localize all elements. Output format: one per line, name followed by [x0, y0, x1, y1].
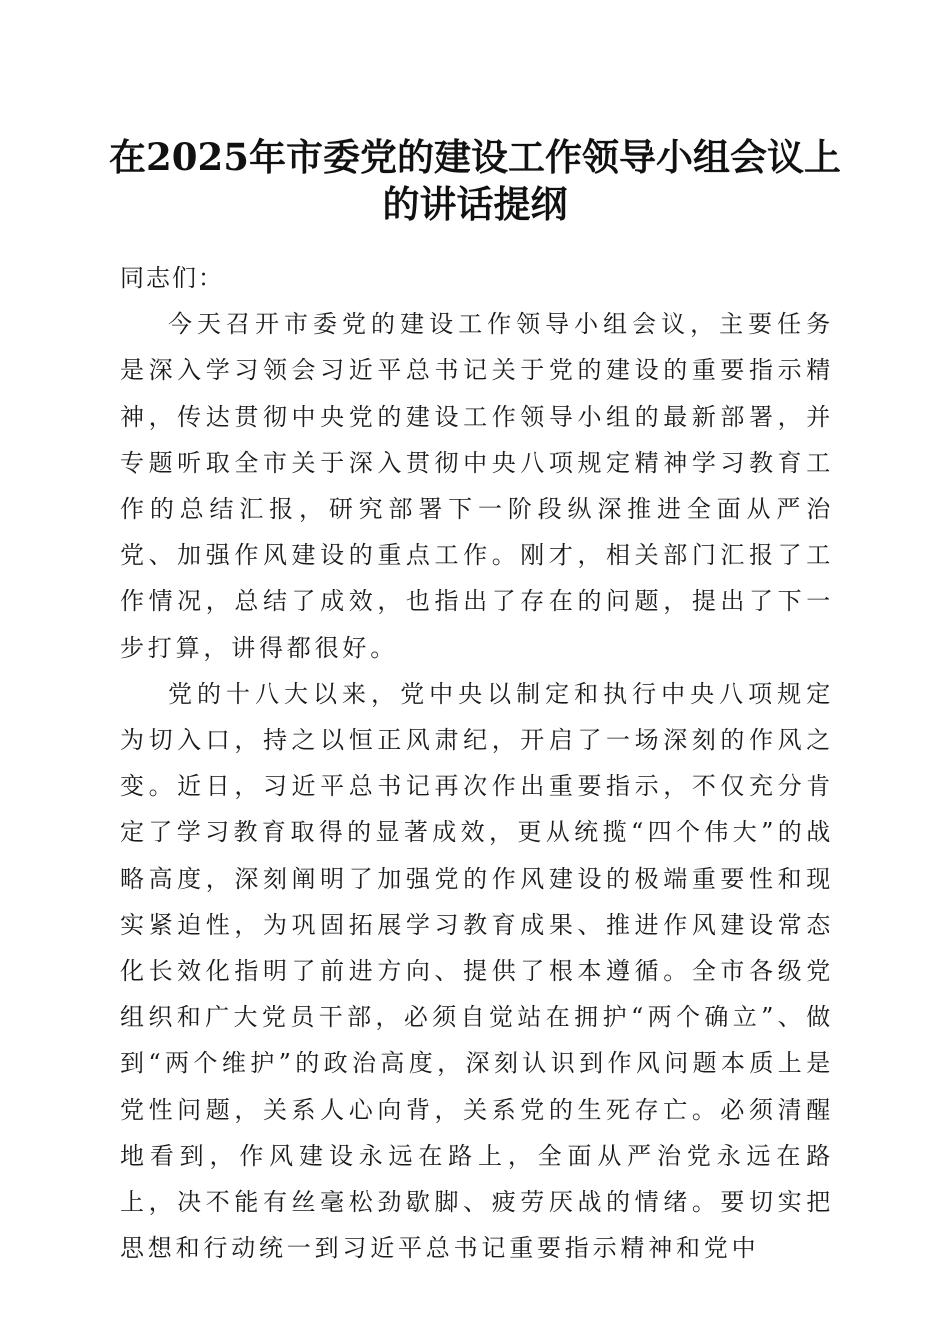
title-line-2: 的讲话提纲	[382, 182, 568, 226]
salutation: 同志们：	[120, 264, 224, 292]
paragraph-1: 今天召开市委党的建设工作领导小组会议，主要任务是深入学习领会习近平总书记关于党的建设的重要指示精神，传达贯彻中央党的建设工作领导小组的最新部署，并专题听取全市关于深入贯彻中央八项规定精神学习教育工作的总结汇报，研究部署下一阶段纵深推进全面从严治党、加强作风建设的重点工作。刚才，相关部门汇报了工作情况，总结了成效，也指出了存在的问题，提出了下一步打算，讲得都很好。	[120, 310, 834, 662]
title-line-1: 在2025年市委党的建设工作领导小组会议上	[109, 135, 841, 179]
document-body	[120, 255, 834, 1271]
document-title	[100, 134, 850, 228]
paragraph-2: 党的十八大以来，党中央以制定和执行中央八项规定为切入口，持之以恒正风肃纪，开启了一场深刻的作风之变。近日，习近平总书记再次作出重要指示，不仅充分肯定了学习教育取得的显著成效，更从统揽“四个伟大”的战略高度，深刻阐明了加强党的作风建设的极端重要性和现实紧迫性，为巩固拓展学习教育成果、推进作风建设常态化长效化指明了前进方向、提供了根本遵循。全市各级党组织和广大党员干部，必须自觉站在拥护“两个确立”、做到“两个维护”的政治高度，深刻认识到作风问题本质上是党性问题，关系人心向背，关系党的生死存亡。必须清醒地看到，作风建设永远在路上，全面从严治党永远在路上，决不能有丝毫松劲歇脚、疲劳厌战的情绪。要切实把思想和行动统一到习近平总书记重要指示精神和党中	[120, 679, 834, 1263]
